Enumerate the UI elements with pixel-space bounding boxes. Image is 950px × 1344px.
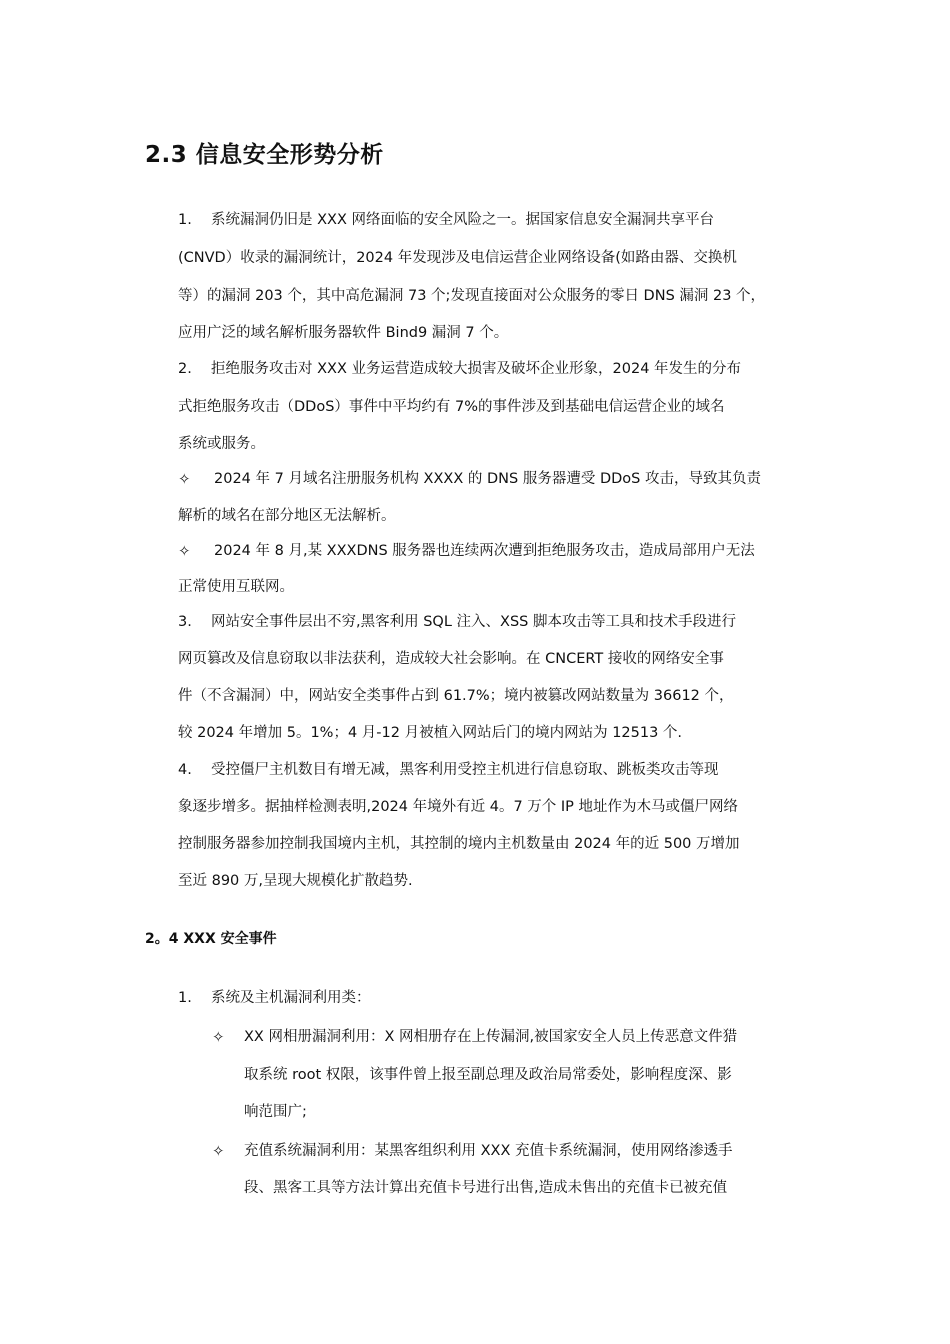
diamond-bullet-icon: ✧ [178, 542, 191, 560]
section-heading-2-3: 2.3 信息安全形势分析 [145, 142, 384, 168]
paragraph-line: 较 2024 年增加 5。1%；4 月-12 月被植入网站后门的境内网站为 12513 个. [178, 725, 683, 741]
paragraph-line: 应用广泛的域名解析服务器软件 Bind9 漏洞 7 个。 [178, 325, 509, 341]
diamond-bullet-icon: ✧ [178, 470, 191, 488]
paragraph-line: 网站安全事件层出不穷,黑客利用 SQL 注入、XSS 脚本攻击等工具和技术手段进行 [211, 614, 736, 630]
paragraph-line: 系统漏洞仍旧是 XXX 网络面临的安全风险之一。据国家信息安全漏洞共享平台 [211, 212, 715, 228]
paragraph-line: 系统或服务。 [178, 436, 265, 452]
paragraph-line: 拒绝服务攻击对 XXX 业务运营造成较大损害及破坏企业形象，2024 年发生的分布 [211, 361, 742, 377]
list-number-3: 3. [178, 614, 192, 630]
paragraph-line: 象逐步增多。据抽样检测表明,2024 年境外有近 4。7 万个 IP 地址作为木马或僵尸网络 [178, 799, 739, 815]
paragraph-line: 网页篡改及信息窃取以非法获利，造成较大社会影响。在 CNCERT 接收的网络安全事 [178, 651, 724, 667]
paragraph-line: 等）的漏洞 203 个，其中高危漏洞 73 个;发现直接面对公众服务的零日 DNS 漏洞 23 个， [178, 288, 766, 304]
bullet-line: 解析的域名在部分地区无法解析。 [178, 508, 396, 524]
bullet-line: 响范围广; [244, 1104, 307, 1120]
list-number-4: 4. [178, 762, 192, 778]
diamond-bullet-icon: ✧ [212, 1142, 225, 1160]
paragraph-line: 式拒绝服务攻击（DDoS）事件中平均约有 7%的事件涉及到基础电信运营企业的域名 [178, 399, 725, 415]
list-item-text: 系统及主机漏洞利用类： [211, 990, 371, 1006]
paragraph-line: (CNVD）收录的漏洞统计，2024 年发现涉及电信运营企业网络设备(如路由器、交换机 [178, 250, 737, 266]
diamond-bullet-icon: ✧ [212, 1028, 225, 1046]
paragraph-line: 受控僵尸主机数目有增无减，黑客利用受控主机进行信息窃取、跳板类攻击等现 [211, 762, 719, 778]
list-number-2: 2. [178, 361, 192, 377]
bullet-line: 段、黑客工具等方法计算出充值卡号进行出售,造成未售出的充值卡已被充值 [244, 1180, 728, 1196]
bullet-line: 充值系统漏洞利用：某黑客组织利用 XXX 充值卡系统漏洞，使用网络渗透手 [244, 1143, 733, 1159]
section-heading-2-4: 2。4 XXX 安全事件 [145, 931, 277, 947]
list-number-1: 1. [178, 212, 192, 228]
paragraph-line: 件（不含漏洞）中，网站安全类事件占到 61.7%；境内被篡改网站数量为 36612 个， [178, 688, 734, 704]
bullet-line: 取系统 root 权限，该事件曾上报至副总理及政治局常委处，影响程度深、影 [244, 1067, 732, 1083]
bullet-line: 2024 年 7 月域名注册服务机构 XXXX 的 DNS 服务器遭受 DDoS 攻击，导致其负责 [214, 471, 761, 487]
bullet-line: 正常使用互联网。 [178, 579, 294, 595]
paragraph-line: 控制服务器参加控制我国境内主机，其控制的境内主机数量由 2024 年的近 500 万增加 [178, 836, 740, 852]
bullet-line: XX 网相册漏洞利用：X 网相册存在上传漏洞,被国家安全人员上传恶意文件猎 [244, 1029, 738, 1045]
bullet-line: 2024 年 8 月,某 XXXDNS 服务器也连续两次遭到拒绝服务攻击，造成局部用户无法 [214, 543, 755, 559]
list-number-1: 1. [178, 990, 192, 1006]
paragraph-line: 至近 890 万,呈现大规模化扩散趋势. [178, 873, 413, 889]
